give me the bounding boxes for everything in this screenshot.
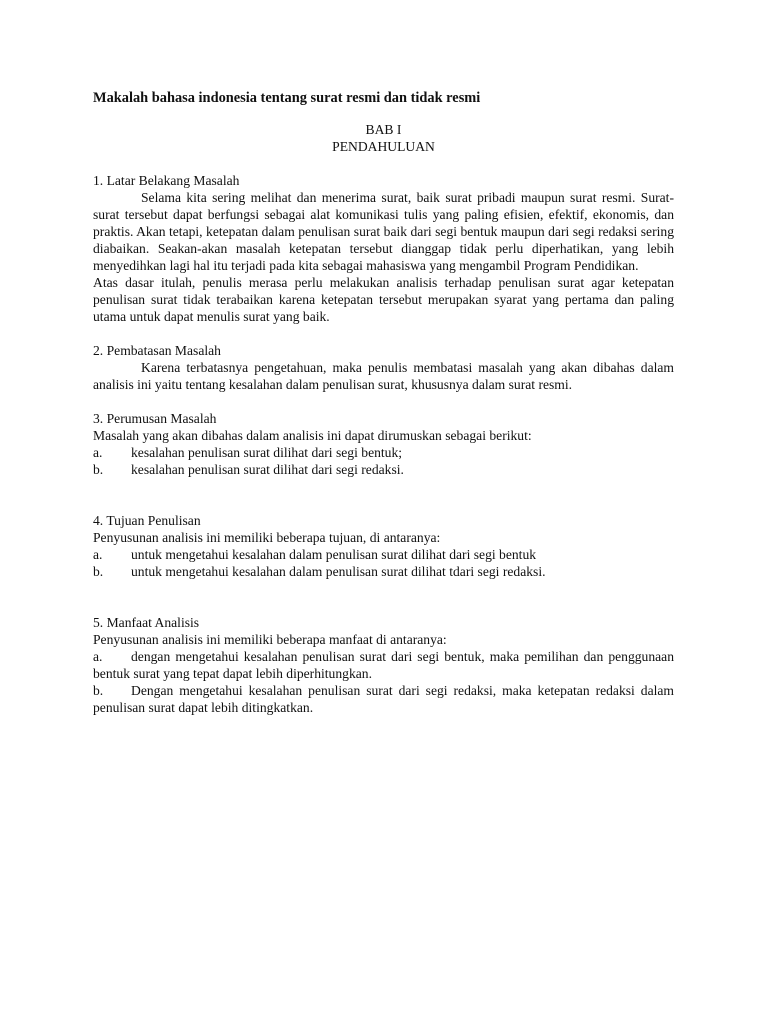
chapter-heading bbox=[93, 121, 674, 155]
paragraph: Masalah yang akan dibahas dalam analisis ini dapat dirumuskan sebagai berikut: bbox=[93, 428, 532, 443]
list-text: Dengan mengetahui kesalahan penulisan surat dari segi redaksi, maka ketepatan redaksi dalam penulisan surat dapat lebih ditingkatkan. bbox=[93, 683, 674, 715]
section-tujuan-penulisan bbox=[93, 512, 674, 580]
list-item bbox=[93, 563, 674, 580]
section-latar-belakang bbox=[93, 172, 674, 325]
section-heading: 5. Manfaat Analisis bbox=[93, 615, 200, 630]
paragraph: Selama kita sering melihat dan menerima surat, baik surat pribadi maupun surat resmi. Surat-surat tersebut dapat berfungsi sebagai alat komunikasi tulis yang paling efisien, efektif, ekonomis, dan praktis. Akan tetapi, ketepatan dalam penulisan surat baik dari segi bentuk maupun dari segi redaksi sering diabaikan. Seakan-akan masalah ketepatan tersebut dianggap tidak perlu diperhatikan, yang lebih menyedihkan lagi hal itu terjadi pada kita sebagai mahasiswa yang mengambil Program Pendidikan. bbox=[93, 190, 674, 273]
list-marker: b. bbox=[93, 462, 104, 477]
section-pembatasan-masalah bbox=[93, 342, 674, 393]
section-perumusan-masalah bbox=[93, 410, 674, 478]
section-manfaat-analisis bbox=[93, 614, 674, 716]
list-marker: b. bbox=[93, 564, 104, 579]
paragraph: Penyusunan analisis ini memiliki beberapa tujuan, di antaranya: bbox=[93, 530, 441, 545]
list-item bbox=[93, 546, 674, 563]
list-text: kesalahan penulisan surat dilihat dari segi bentuk; bbox=[131, 445, 403, 460]
paragraph: Atas dasar itulah, penulis merasa perlu melakukan analisis terhadap penulisan surat agar ketepatan penulisan surat tidak terabaikan karena ketepatan tersebut merupakan syarat yang pertama dan paling utama untuk dapat menulis surat yang baik. bbox=[93, 275, 674, 324]
list-text: kesalahan penulisan surat dilihat dari segi redaksi. bbox=[131, 462, 404, 477]
list-text: dengan mengetahui kesalahan penulisan surat dari segi bentuk, maka pemilihan dan penggunaan bentuk surat yang tepat dapat lebih diperhitungkan. bbox=[93, 649, 674, 681]
chapter-label: BAB I bbox=[365, 122, 402, 137]
list-item bbox=[93, 444, 674, 461]
document-page bbox=[93, 89, 674, 716]
list-marker: a. bbox=[93, 445, 103, 460]
list-marker: b. bbox=[93, 683, 104, 698]
list-item bbox=[93, 682, 674, 716]
list-item bbox=[93, 648, 674, 682]
list-item bbox=[93, 461, 674, 478]
list-marker: a. bbox=[93, 649, 103, 664]
paragraph: Penyusunan analisis ini memiliki beberapa manfaat di antaranya: bbox=[93, 632, 447, 647]
chapter-name: PENDAHULUAN bbox=[332, 139, 435, 154]
section-heading: 3. Perumusan Masalah bbox=[93, 411, 217, 426]
list-text: untuk mengetahui kesalahan dalam penulisan surat dilihat dari segi bentuk bbox=[131, 547, 537, 562]
section-heading: 4. Tujuan Penulisan bbox=[93, 513, 201, 528]
list-text: untuk mengetahui kesalahan dalam penulisan surat dilihat tdari segi redaksi. bbox=[131, 564, 546, 579]
section-heading: 2. Pembatasan Masalah bbox=[93, 343, 221, 358]
section-heading: 1. Latar Belakang Masalah bbox=[93, 173, 240, 188]
paragraph: Karena terbatasnya pengetahuan, maka penulis membatasi masalah yang akan dibahas dalam analisis ini yaitu tentang kesalahan dalam penulisan surat, khususnya dalam surat resmi. bbox=[93, 360, 674, 392]
document-title: Makalah bahasa indonesia tentang surat resmi dan tidak resmi bbox=[93, 90, 481, 106]
list-marker: a. bbox=[93, 547, 103, 562]
